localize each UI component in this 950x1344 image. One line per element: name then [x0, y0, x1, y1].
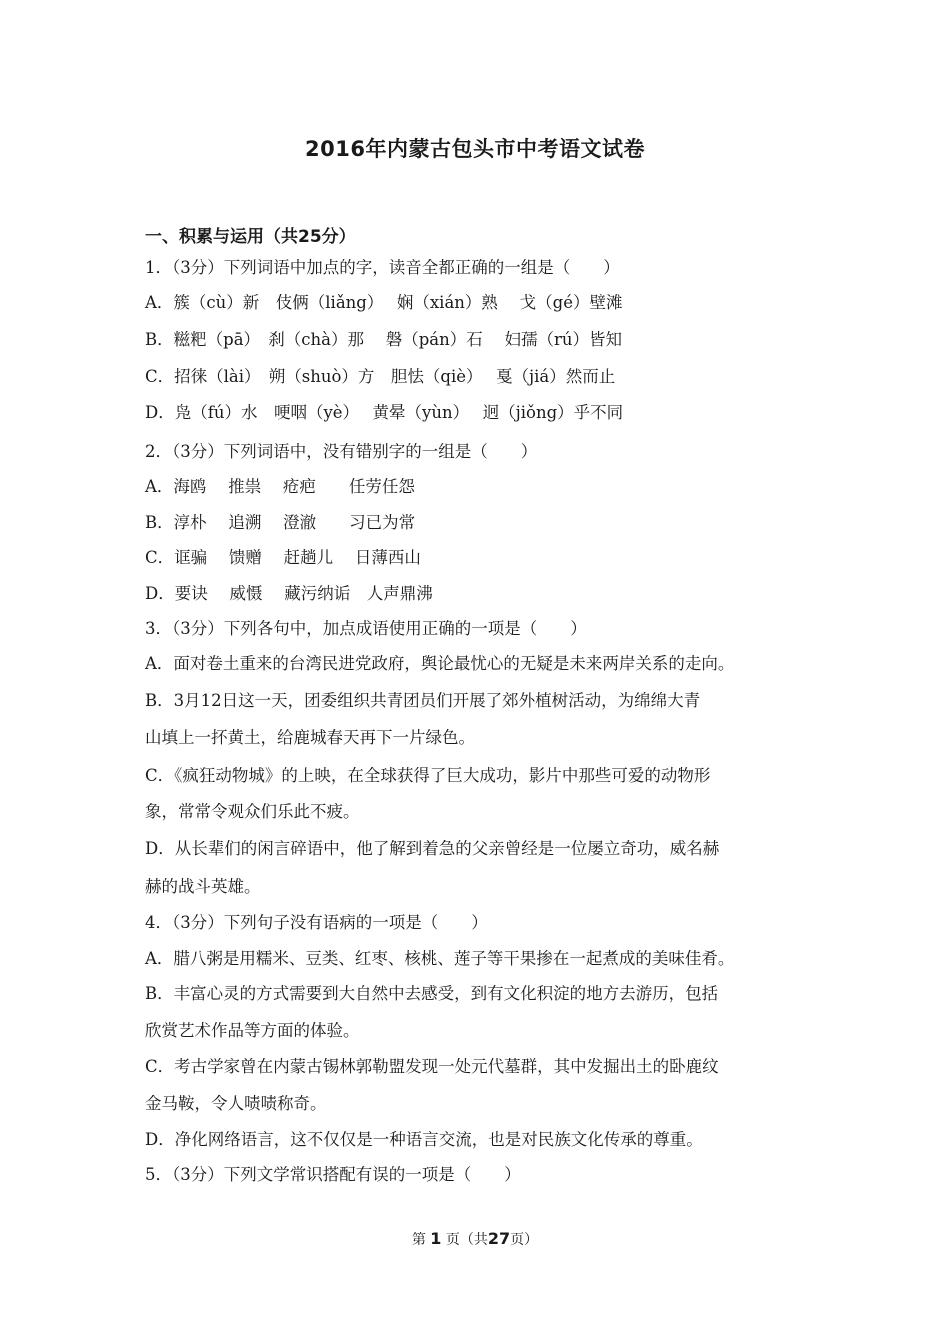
text-line: 欣赏艺术作品等方面的体验。 — [145, 1021, 360, 1040]
section-heading: 一、积累与运用（共25分） — [145, 227, 356, 247]
text-line: 赫的战斗英雄。 — [145, 877, 261, 896]
page-number: 1 — [430, 1229, 442, 1248]
page-footer — [0, 1229, 950, 1249]
footer-middle: 页（共 — [445, 1232, 488, 1248]
text-line: 象，常常令观众们乐此不疲。 — [145, 802, 360, 821]
text-line: A．腊八粥是用糯米、豆类、红枣、核桃、莲子等干果掺在一起煮成的美味佳肴。 — [145, 949, 735, 968]
text-line: A．簇（cù）新 伎俩（liǎng） 娴（xián）熟 戈（gé）壁滩 — [145, 293, 623, 312]
text-line: B．丰富心灵的方式需要到大自然中去感受，到有文化积淀的地方去游历，包括 — [145, 984, 719, 1003]
text-line: A．面对卷土重来的台湾民进党政府，舆论最忧心的无疑是未来两岸关系的走向。 — [145, 654, 735, 673]
text-line: 3．（3分）下列各句中，加点成语使用正确的一项是（ ） — [145, 619, 587, 638]
text-line: 1．（3分）下列词语中加点的字，读音全都正确的一组是（ ） — [145, 258, 620, 277]
text-line: 2．（3分）下列词语中，没有错别字的一组是（ ） — [145, 442, 538, 461]
text-line: D．要诀 威慑 藏污纳诟 人声鼎沸 — [145, 584, 433, 603]
text-line: C．考古学家曾在内蒙古锡林郭勒盟发现一处元代墓群，其中发掘出土的卧鹿纹 — [145, 1057, 719, 1076]
text-line: 山填上一抔黄土，给鹿城春天再下一片绿色。 — [145, 728, 475, 747]
text-line: B．淳朴 追溯 澄澈 习已为常 — [145, 513, 416, 532]
page-total: 27 — [487, 1229, 511, 1248]
text-line: D．凫（fú）水 哽咽（yè） 黄晕（yùn） 迥（jiǒng）乎不同 — [145, 403, 624, 422]
text-line: C．《疯狂动物城》的上映，在全球获得了巨大成功，影片中那些可爱的动物形 — [145, 766, 711, 785]
text-line: 4．（3分）下列句子没有语病的一项是（ ） — [145, 913, 488, 932]
text-line: 5．（3分）下列文学常识搭配有误的一项是（ ） — [145, 1165, 521, 1184]
text-line: C．诓骗 馈赠 赶趟儿 日薄西山 — [145, 548, 421, 567]
footer-suffix: 页） — [510, 1232, 539, 1248]
text-line: D．从长辈们的闲言碎语中，他了解到着急的父亲曾经是一位屡立奇功，威名赫 — [145, 839, 720, 858]
text-line: C．招徕（lài） 朔（shuò）方 胆怯（qiè） 戛（jiá）然而止 — [145, 367, 616, 386]
text-line: B．糍粑（pā） 刹（chà）那 磐（pán）石 妇孺（rú）皆知 — [145, 330, 623, 349]
text-line: D．净化网络语言，这不仅仅是一种语言交流，也是对民族文化传承的尊重。 — [145, 1130, 703, 1149]
text-line: B．3月12日这一天，团委组织共青团员们开展了郊外植树活动，为绵绵大青 — [145, 691, 701, 710]
footer-prefix: 第 — [411, 1232, 426, 1248]
page-title: 2016年内蒙古包头市中考语文试卷 — [305, 137, 645, 161]
text-line: 金马鞍，令人啧啧称奇。 — [145, 1094, 327, 1113]
text-line: A．海鸥 推祟 疮疤 任劳任怨 — [145, 477, 415, 496]
